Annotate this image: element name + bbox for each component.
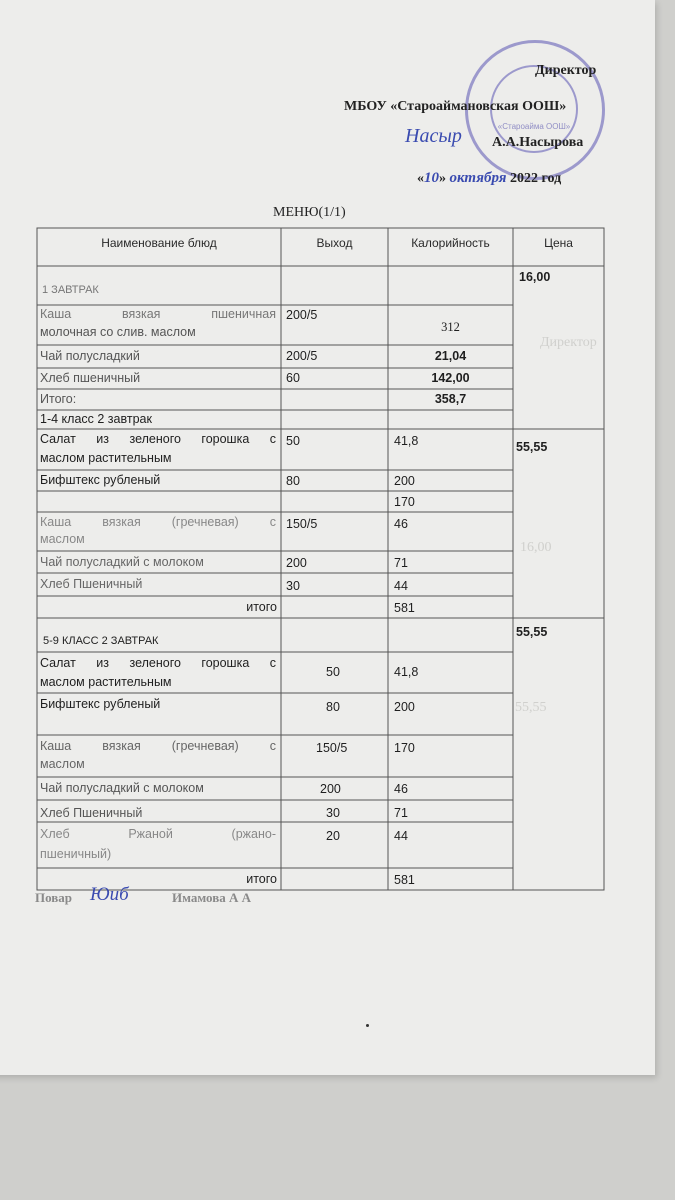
total-label: итого [246, 872, 277, 886]
dish-output: 30 [286, 579, 300, 593]
dish-name: Каша вязкая (гречневая) с [40, 515, 276, 529]
director-title: Директор [535, 63, 597, 78]
bleed-through-text: 16,00 [520, 540, 552, 555]
dish-calories: 44 [394, 579, 408, 593]
dish-name-cont: молочная со слив. маслом [40, 325, 196, 339]
total-calories: 358,7 [434, 392, 467, 406]
section-price: 16,00 [519, 270, 551, 284]
director-signature: Насыр [405, 125, 462, 147]
cook-signature: Юиб [90, 884, 129, 905]
dish-name: Салат из зеленого горошка с [40, 656, 276, 670]
dish-calories: 71 [394, 806, 408, 820]
total-label: итого [246, 600, 277, 614]
dish-output: 60 [286, 371, 300, 385]
dish-output: 20 [326, 829, 340, 843]
dish-calories: 142,00 [431, 371, 470, 385]
director-name: А.А.Насырова [492, 135, 584, 150]
dish-output: 150/5 [316, 741, 348, 755]
dish-output: 200 [320, 782, 341, 796]
stamp-text: «Староайма ООШ» [497, 122, 571, 131]
date-close-quote: » [439, 171, 446, 186]
dish-name: Чай полусладкий [40, 349, 140, 363]
dish-name: Хлеб Пшеничный [40, 806, 143, 820]
dish-name: Хлеб пшеничный [40, 371, 141, 385]
dish-name: Чай полусладкий с молоком [40, 555, 204, 569]
dish-name-cont: маслом растительным [40, 675, 172, 689]
dish-calories: 200 [394, 700, 415, 714]
dish-output: 30 [326, 806, 340, 820]
bleed-through-text: 55,55 [515, 700, 547, 715]
date-suffix: год [541, 171, 562, 186]
total-calories: 581 [394, 601, 415, 615]
column-header-output: Выход [316, 236, 353, 250]
date-open-quote: « [417, 171, 424, 186]
cook-name: Имамова А А [172, 890, 252, 905]
dish-name-cont: маслом [40, 532, 85, 546]
dish-output: 200/5 [286, 349, 318, 363]
column-header-price: Цена [544, 236, 573, 250]
dish-calories: 46 [394, 517, 408, 531]
section-price: 55,55 [516, 440, 548, 454]
dish-calories: 312 [441, 320, 460, 334]
dish-output: 80 [286, 474, 300, 488]
date-day: 10 [424, 170, 439, 186]
dish-name: Чай полусладкий с молоком [40, 781, 204, 795]
total-label: Итого: [40, 392, 77, 406]
dish-calories: 44 [394, 829, 408, 843]
section-title: 5-9 КЛАСС 2 ЗАВТРАК [43, 635, 159, 647]
dish-calories: 41,8 [394, 434, 419, 448]
dish-name-cont: маслом растительным [40, 451, 172, 465]
section-price: 55,55 [516, 625, 548, 639]
school-name: МБОУ «Староаймановская ООШ» [344, 99, 567, 114]
dish-calories: 170 [394, 741, 415, 755]
dish-name-cont: маслом [40, 757, 85, 771]
dish-name: Каша вязкая пшеничная [40, 307, 276, 321]
dish-output: 150/5 [286, 517, 318, 531]
dish-name: Каша вязкая (гречневая) с [40, 739, 276, 753]
dish-calories: 170 [394, 495, 415, 509]
bleed-through-text: Директор [540, 335, 597, 350]
dish-name-cont: пшеничный) [40, 847, 112, 861]
dish-calories: 46 [394, 782, 408, 796]
total-calories: 581 [394, 873, 415, 887]
dish-calories: 200 [394, 474, 415, 488]
cook-label: Повар [35, 890, 73, 905]
dish-output: 50 [326, 665, 340, 679]
section-title: 1 ЗАВТРАК [42, 284, 99, 296]
dish-name: Хлеб Ржаной (ржано- [40, 827, 276, 841]
dish-name: Хлеб Пшеничный [40, 577, 143, 591]
dish-calories: 21,04 [434, 349, 467, 363]
section-title: 1-4 класс 2 завтрак [40, 412, 152, 426]
menu-title: МЕНЮ(1/1) [273, 205, 346, 220]
ink-dot [366, 1024, 369, 1027]
dish-name: Салат из зеленого горошка с [40, 432, 276, 446]
dish-name: Бифштекс рубленый [40, 697, 161, 711]
dish-calories: 71 [394, 556, 408, 570]
dish-output: 80 [326, 700, 340, 714]
date-year: 2022 [510, 171, 538, 186]
dish-name: Бифштекс рубленый [40, 473, 161, 487]
date-month: октября [449, 170, 507, 186]
dish-output: 50 [286, 434, 300, 448]
dish-output: 200 [286, 556, 307, 570]
column-header-calories: Калорийность [411, 236, 490, 250]
dish-calories: 41,8 [394, 665, 419, 679]
column-header-name: Наименование блюд [101, 236, 217, 250]
dish-output: 200/5 [286, 308, 318, 322]
